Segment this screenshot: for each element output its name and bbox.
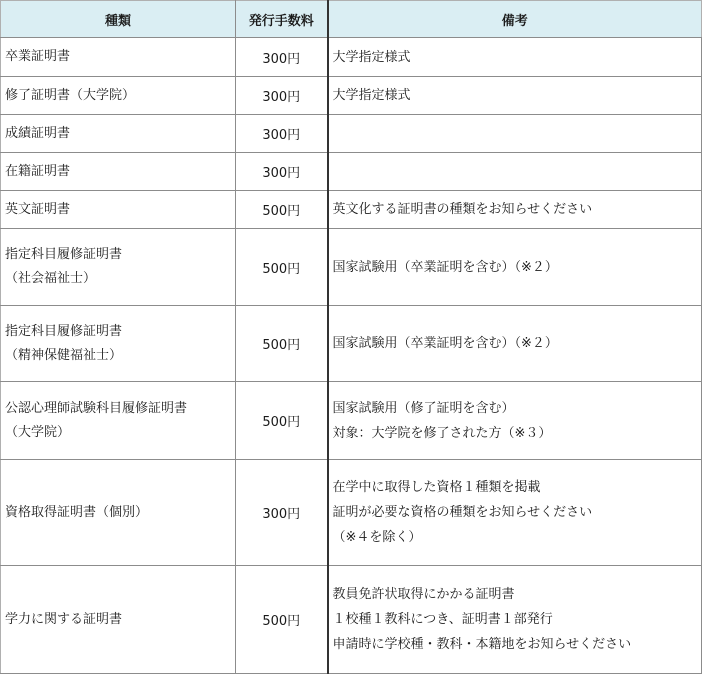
certificate-type-cell xyxy=(1,306,236,382)
table-row xyxy=(1,460,702,566)
certificate-type-cell xyxy=(1,77,236,115)
certificate-type-cell xyxy=(1,38,236,77)
table-row xyxy=(1,115,702,153)
header-notes: 備考 xyxy=(328,1,702,38)
header-type: 種類 xyxy=(1,1,236,38)
notes-text: 在学中に取得した資格１種類を掲載 xyxy=(332,480,541,495)
notes-cell xyxy=(328,229,702,306)
notes-text: 対象：大学院を修了された方（※３） xyxy=(332,425,552,441)
certificate-type-text: 公認心理師試験科目履修証明書 xyxy=(5,400,188,416)
fee-table-body xyxy=(1,38,702,674)
certificate-type-cell xyxy=(1,229,236,306)
fee-cell: 300円 xyxy=(236,115,328,153)
notes-cell xyxy=(328,191,702,229)
certificate-type-text: 指定科目履修証明書 xyxy=(5,247,123,262)
notes-text: １校種１教科につき、証明書１部発行 xyxy=(332,612,553,627)
notes-text: 申請時に学校種・教科・本籍地をお知らせください xyxy=(332,637,632,652)
fee-table-header xyxy=(1,1,702,38)
certificate-type-text: （大学院） xyxy=(5,424,71,440)
certificate-type-text: 修了証明書（大学院） xyxy=(5,87,136,103)
table-row xyxy=(1,153,702,191)
certificate-type-text: 英文証明書 xyxy=(5,201,71,217)
certificate-type-cell xyxy=(1,191,236,229)
fee-cell: 500円 xyxy=(236,382,328,460)
fee-cell: 500円 xyxy=(236,229,328,306)
fee-cell: 500円 xyxy=(236,306,328,382)
header-fee: 発行手数料 xyxy=(236,1,328,38)
certificate-type-cell xyxy=(1,566,236,674)
table-row xyxy=(1,566,702,674)
header-row xyxy=(1,1,702,38)
table-row xyxy=(1,191,702,229)
notes-cell xyxy=(328,460,702,566)
table-row xyxy=(1,38,702,77)
certificate-type-cell xyxy=(1,115,236,153)
table-row xyxy=(1,306,702,382)
certificate-type-text: （精神保健福祉士） xyxy=(5,347,123,363)
notes-text: 証明が必要な資格の種類をお知らせください xyxy=(332,505,593,520)
fee-cell: 500円 xyxy=(236,191,328,229)
notes-cell xyxy=(328,77,702,115)
table-row xyxy=(1,382,702,460)
certificate-type-text: 在籍証明書 xyxy=(5,163,71,179)
certificate-type-text: 成績証明書 xyxy=(5,125,71,141)
notes-text: 大学指定様式 xyxy=(332,49,411,65)
notes-text: 大学指定様式 xyxy=(332,88,411,103)
fee-cell: 300円 xyxy=(236,460,328,566)
notes-text: 教員免許状取得にかかる証明書 xyxy=(332,587,515,602)
notes-cell xyxy=(328,153,702,191)
notes-cell xyxy=(328,38,702,77)
table-row xyxy=(1,77,702,115)
fee-cell: 500円 xyxy=(236,566,328,674)
certificate-type-text: 資格取得証明書（個別） xyxy=(5,504,149,520)
notes-cell xyxy=(328,306,702,382)
table-row xyxy=(1,229,702,306)
fee-cell: 300円 xyxy=(236,38,328,77)
certificate-type-cell xyxy=(1,460,236,566)
notes-cell xyxy=(328,566,702,674)
notes-text: 国家試験用（卒業証明を含む）（※２） xyxy=(332,259,558,275)
fee-cell: 300円 xyxy=(236,153,328,191)
notes-cell xyxy=(328,115,702,153)
notes-text: （※４を除く） xyxy=(332,530,422,545)
certificate-type-text: 卒業証明書 xyxy=(5,49,71,64)
certificate-type-text: （社会福祉士） xyxy=(5,271,97,286)
notes-text: 英文化する証明書の種類をお知らせください xyxy=(332,202,593,217)
certificate-type-cell xyxy=(1,153,236,191)
notes-text: 国家試験用（卒業証明を含む）（※２） xyxy=(332,336,558,351)
fee-cell: 300円 xyxy=(236,77,328,115)
notes-cell xyxy=(328,382,702,460)
certificate-type-cell xyxy=(1,382,236,460)
certificate-type-text: 学力に関する証明書 xyxy=(5,611,123,627)
notes-text: 国家試験用（修了証明を含む） xyxy=(332,400,515,416)
certificate-type-text: 指定科目履修証明書 xyxy=(5,323,123,339)
